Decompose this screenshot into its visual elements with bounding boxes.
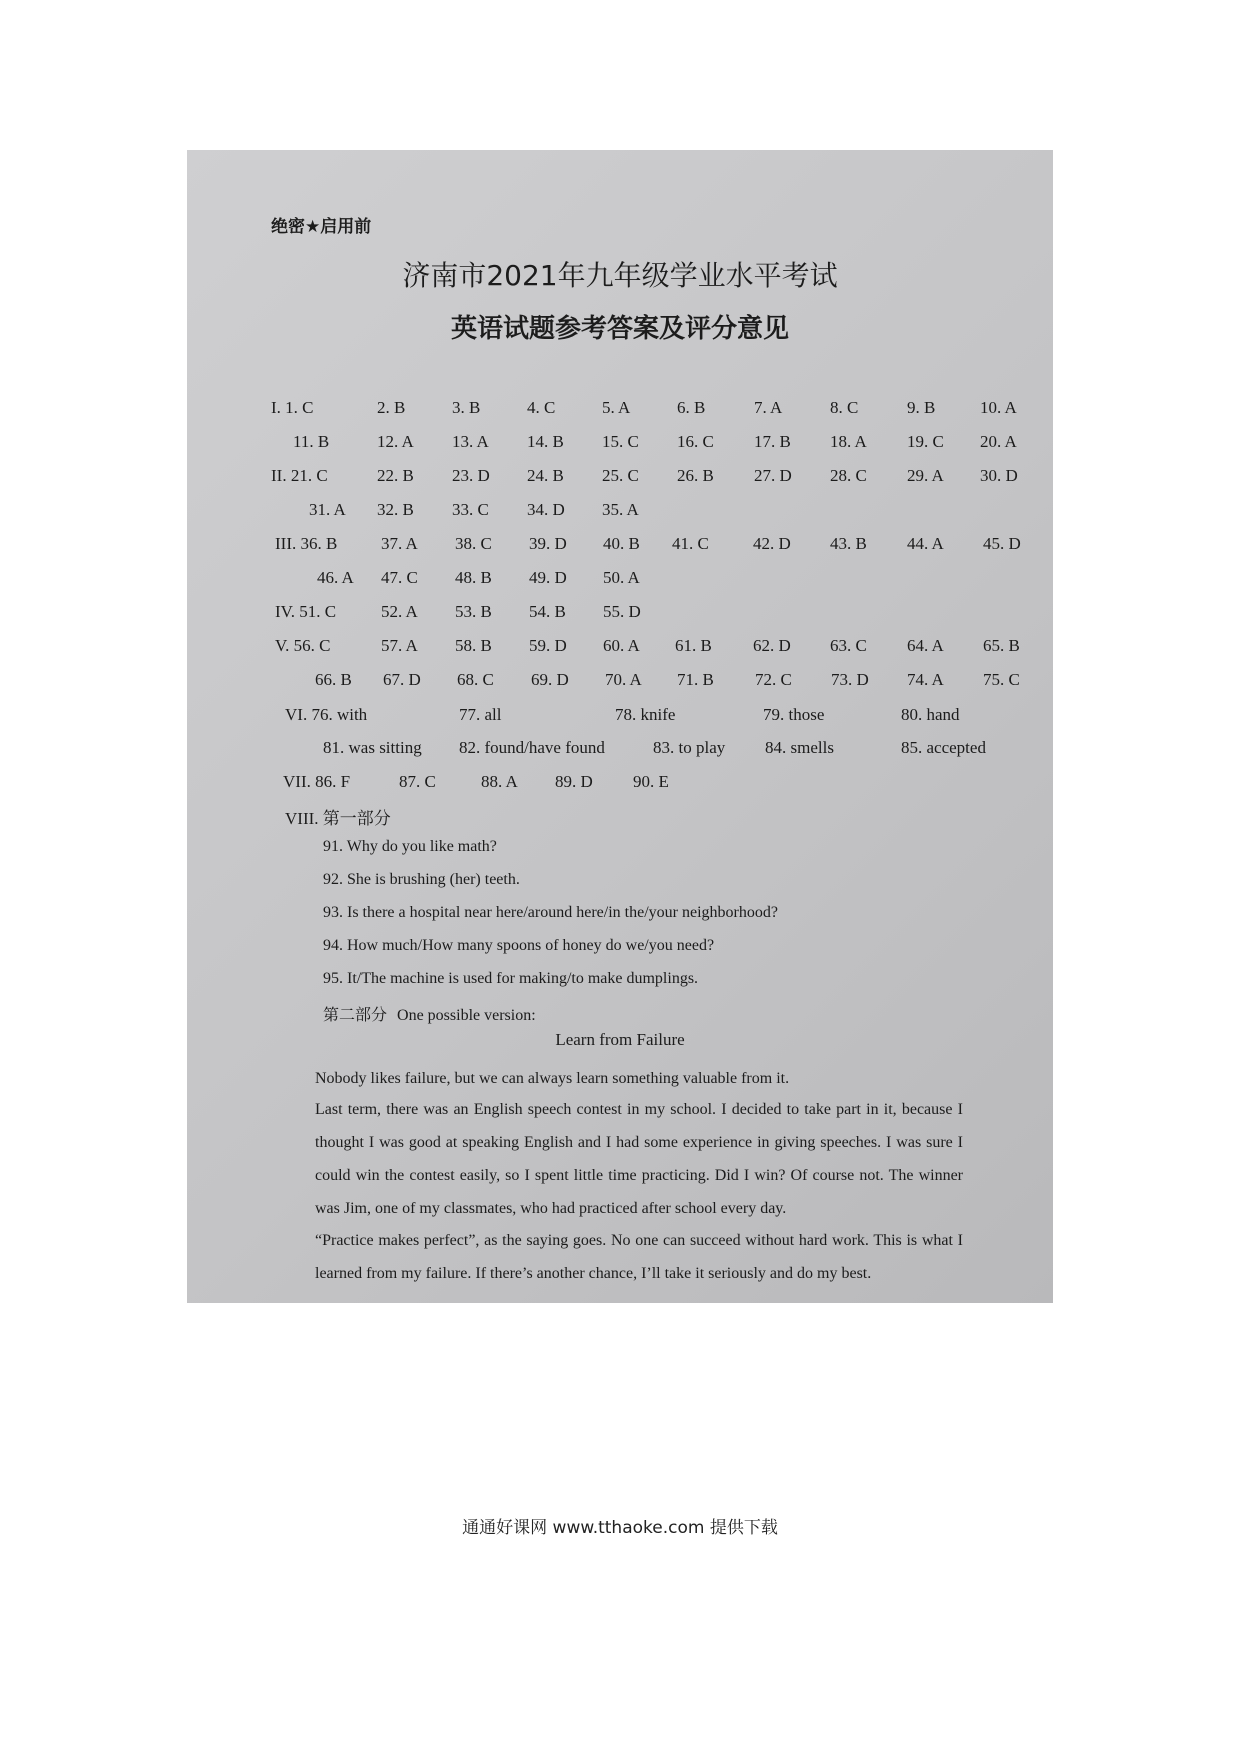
- answer-item: 66. B: [315, 670, 352, 689]
- answer-item: 55. D: [603, 602, 641, 621]
- answer-row: [187, 636, 1053, 662]
- answer-item: 79. those: [763, 705, 825, 724]
- answer-item: 20. A: [980, 432, 1017, 451]
- essay-paragraph-text: Last term, there was an English speech contest in my school. I decided to take part in it, because I thought I was good at speaking English and I had some experience in giving speeches. I was sure I could win the contest easily, so I spent little time practicing. Did I win? Of course not. The winner was Jim, one of my classmates, who had practiced after school every day.: [315, 1101, 963, 1217]
- model-sentence: 92. She is brushing (her) teeth.: [323, 871, 520, 888]
- answer-item: 88. A: [481, 772, 518, 791]
- answer-item: 46. A: [317, 568, 354, 587]
- answer-item: 43. B: [830, 534, 867, 553]
- answer-item: 19. C: [907, 432, 944, 451]
- answer-item: 13. A: [452, 432, 489, 451]
- answer-item: 59. D: [529, 636, 567, 655]
- answer-item: 3. B: [452, 398, 481, 417]
- answer-row: [187, 500, 1053, 526]
- answer-item: 57. A: [381, 636, 418, 655]
- answer-item: 72. C: [755, 670, 792, 689]
- answer-item: 83. to play: [653, 738, 726, 757]
- answer-item: 14. B: [527, 432, 564, 451]
- answer-item: 81. was sitting: [323, 738, 422, 757]
- answer-item: 30. D: [980, 466, 1018, 485]
- answer-item: 65. B: [983, 636, 1020, 655]
- essay-paragraph: [293, 1224, 963, 1290]
- answer-item: 8. C: [830, 398, 859, 417]
- exam-title: 济南市2021年九年级学业水平考试: [402, 259, 838, 292]
- model-sentence: 93. Is there a hospital near here/around here/in the/your neighborhood?: [323, 904, 778, 921]
- answer-item: 17. B: [754, 432, 791, 451]
- answer-item: 53. B: [455, 602, 492, 621]
- answer-key-subtitle: 英语试题参考答案及评分意见: [450, 314, 789, 344]
- answer-item: 75. C: [983, 670, 1020, 689]
- answer-item: 84. smells: [765, 738, 834, 757]
- answer-row: [187, 705, 1053, 731]
- model-sentence: 91. Why do you like math?: [323, 838, 497, 855]
- section-heading: VIII. 第一部分: [285, 809, 391, 828]
- answer-item: 80. hand: [901, 705, 960, 724]
- essay-title: Learn from Failure: [555, 1030, 685, 1049]
- answer-item: 54. B: [529, 602, 566, 621]
- essay-paragraph-text: Nobody likes failure, but we can always learn something valuable from it.: [315, 1070, 790, 1087]
- essay-paragraph: [293, 1093, 963, 1225]
- answer-item: 62. D: [753, 636, 791, 655]
- answer-item: 48. B: [455, 568, 492, 587]
- answer-item: 5. A: [602, 398, 631, 417]
- part2-note: One possible version:: [397, 1007, 536, 1024]
- answer-item: 77. all: [459, 705, 502, 724]
- answer-item: 11. B: [293, 432, 330, 451]
- answer-item: 38. C: [455, 534, 492, 553]
- answer-item: IV. 51. C: [275, 602, 337, 621]
- answer-item: 23. D: [452, 466, 490, 485]
- answer-item: 15. C: [602, 432, 639, 451]
- answer-item: II. 21. C: [271, 466, 328, 485]
- answer-item: 52. A: [381, 602, 418, 621]
- answer-item: 7. A: [754, 398, 783, 417]
- answer-item: 70. A: [605, 670, 642, 689]
- answer-item: 12. A: [377, 432, 414, 451]
- answer-row: [187, 432, 1053, 458]
- scanned-answer-sheet: [187, 150, 1053, 1303]
- answer-item: 16. C: [677, 432, 714, 451]
- answer-item: 90. E: [633, 772, 669, 791]
- answer-item: 82. found/have found: [459, 738, 605, 757]
- answer-item: 34. D: [527, 500, 565, 519]
- answer-item: 24. B: [527, 466, 564, 485]
- answer-row: [187, 772, 1053, 798]
- answer-item: I. 1. C: [271, 398, 314, 417]
- answer-item: 35. A: [602, 500, 639, 519]
- answer-item: 60. A: [603, 636, 640, 655]
- answer-item: 2. B: [377, 398, 406, 417]
- answer-item: 85. accepted: [901, 738, 986, 757]
- answer-row: [187, 738, 1053, 764]
- answer-item: VII. 86. F: [283, 772, 351, 791]
- answer-item: 49. D: [529, 568, 567, 587]
- answer-item: 44. A: [907, 534, 944, 553]
- answer-item: 25. C: [602, 466, 639, 485]
- answer-item: 78. knife: [615, 705, 676, 724]
- answer-item: 40. B: [603, 534, 640, 553]
- footer-source-note: 通通好课网 www.tthaoke.com 提供下载: [462, 1518, 778, 1538]
- model-sentence: 95. It/The machine is used for making/to make dumplings.: [323, 970, 699, 987]
- confidential-label: 绝密★启用前: [271, 217, 372, 237]
- answer-item: 6. B: [677, 398, 706, 417]
- answer-item: 45. D: [983, 534, 1021, 553]
- answer-item: 73. D: [831, 670, 869, 689]
- answer-item: III. 36. B: [275, 534, 338, 553]
- answer-item: 64. A: [907, 636, 944, 655]
- answer-item: 39. D: [529, 534, 567, 553]
- answer-item: 87. C: [399, 772, 436, 791]
- answer-item: 69. D: [531, 670, 569, 689]
- model-sentence: 94. How much/How many spoons of honey do we/you need?: [323, 937, 715, 954]
- answer-row: [187, 466, 1053, 492]
- answer-item: 89. D: [555, 772, 593, 791]
- answer-item: 58. B: [455, 636, 492, 655]
- answer-item: 68. C: [457, 670, 494, 689]
- answer-row: [187, 534, 1053, 560]
- answer-item: 4. C: [527, 398, 556, 417]
- answer-item: 33. C: [452, 500, 489, 519]
- answer-item: 10. A: [980, 398, 1017, 417]
- answer-item: 67. D: [383, 670, 421, 689]
- answer-item: 31. A: [309, 500, 346, 519]
- answer-row: [187, 670, 1053, 696]
- part2-label: 第二部分: [323, 1005, 388, 1024]
- answer-item: 42. D: [753, 534, 791, 553]
- essay-paragraph-text: “Practice makes perfect”, as the saying goes. No one can succeed without hard work. This is what I learned from my failure. If there’s another chance, I’ll take it seriously and do my best.: [315, 1232, 963, 1282]
- answer-item: 74. A: [907, 670, 944, 689]
- answer-item: 18. A: [830, 432, 867, 451]
- part2-line: [323, 1002, 536, 1025]
- answer-item: V. 56. C: [275, 636, 331, 655]
- answer-row: [187, 568, 1053, 594]
- answer-item: 26. B: [677, 466, 714, 485]
- answer-item: 47. C: [381, 568, 418, 587]
- answer-item: 29. A: [907, 466, 944, 485]
- answer-item: 50. A: [603, 568, 640, 587]
- answer-item: VI. 76. with: [285, 705, 368, 724]
- answer-item: 28. C: [830, 466, 867, 485]
- answer-item: 9. B: [907, 398, 936, 417]
- answer-item: 71. B: [677, 670, 714, 689]
- answer-item: 41. C: [672, 534, 709, 553]
- answer-item: 63. C: [830, 636, 867, 655]
- answer-item: 22. B: [377, 466, 414, 485]
- essay-paragraph: [293, 1062, 963, 1095]
- answer-item: 32. B: [377, 500, 414, 519]
- answer-item: 27. D: [754, 466, 792, 485]
- answer-row: [187, 398, 1053, 424]
- answer-row: [187, 602, 1053, 628]
- answer-item: 61. B: [675, 636, 712, 655]
- answer-item: 37. A: [381, 534, 418, 553]
